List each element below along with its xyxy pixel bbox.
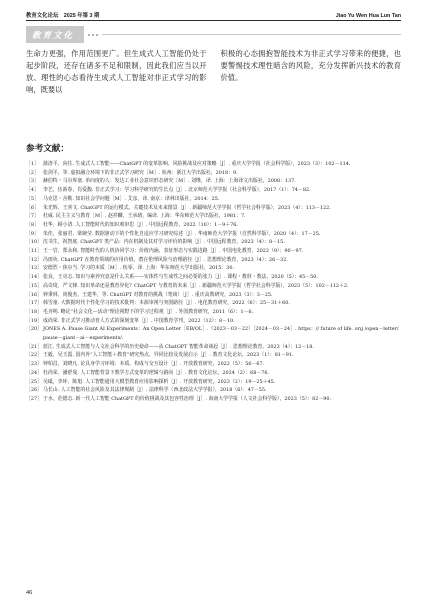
- reference-item: [26, 169, 401, 178]
- reference-number: ［16］: [26, 291, 43, 298]
- running-header: [26, 7, 401, 19]
- reference-item: [26, 256, 401, 265]
- reference-number: ［14］: [26, 274, 43, 281]
- reference-text: 于水，范德志. 新一代人工智能 ChatGPT 的价值挑战及其包容性治理［J］. 海南大学学报（人文社会科学版），2023（5）：82－90.: [43, 395, 332, 402]
- reference-text: 赫伯特・马尔库塞. 单向度的人：发达工业社会意识形态研究［M］. 刘继，译. 上海：上海译文出版社，2008：137.: [43, 178, 296, 185]
- reference-number: ［19］: [26, 317, 43, 324]
- reference-item: [26, 308, 401, 317]
- reference-text: 杜华，顾小清. 人工智能时代的知识观审思［J］. 中国远程教育，2022（10）：1－9＋76.: [43, 221, 238, 228]
- banner-box: [26, 26, 84, 43]
- reference-number: ［2］: [26, 169, 39, 176]
- reference-number: ［26］: [26, 387, 43, 394]
- reference-text: 王毅，吴玉霞. 国内外“人工智能＋教育”研究热点、异同比较及发展启示［J］. 教育文化论坛，2023（1）：81－91.: [43, 352, 294, 359]
- reference-item: [26, 291, 401, 300]
- reference-number: ［4］: [26, 187, 39, 194]
- reference-text: 杜尚荣，潘舒曼. 人工智能背景下教学方式变革的逻辑与路向［J］. 教育文化论坛，2024（2）：68－76.: [43, 369, 270, 376]
- reference-number: ［25］: [26, 378, 43, 385]
- reference-number: ［15］: [26, 282, 43, 289]
- reference-item: [26, 369, 401, 378]
- reference-item: [26, 378, 401, 387]
- reference-number: ［18］: [26, 308, 43, 315]
- reference-number: ［22］: [26, 352, 43, 359]
- reference-number: ［6］: [26, 204, 39, 211]
- reference-text: 朱光辉，王喜文. ChatGPT 的运行模式、关键技术及未来图景［J］. 新疆师范大学学报（哲学社会科学版），2023（4）：113－122.: [43, 204, 331, 211]
- body-columns: [26, 48, 401, 118]
- reference-text: 沈书生，祝智庭. ChatGPT 类产品：内在机制及其对学习评价的影响［J］. 中国远程教育，2023（4）：8－15.: [43, 239, 285, 246]
- reference-item: [26, 230, 401, 239]
- reference-number: ［7］: [26, 213, 39, 220]
- reference-text: 冯雨奂. ChatGPT 在教育领域的应用价值、潜在伦理风险与治理路径［J］. 思想理论教育，2023（4）：26－32.: [43, 256, 288, 263]
- reference-item: [26, 186, 401, 195]
- reference-item: [26, 264, 401, 273]
- reference-item: [26, 395, 401, 404]
- reference-text: 杜威. 民主主义与教育［M］. 赵祥麟，王承绪，编译. 上海：华东师范大学出版社，1981：7.: [43, 213, 246, 220]
- body-column-right: 积极的心态拥抱智能技术为非正式学习带来的便捷，也要警惕技术理性暗含的风险，充分发挥新兴技术的教育价值。: [220, 49, 401, 82]
- reference-item: [26, 343, 401, 352]
- reference-number: ［11］: [26, 248, 43, 255]
- reference-text: 吴砥，李环，陈旭. 人工智能通用大模型教育应用影响探析［J］. 开放教育研究，2023（2）：19－25＋45.: [43, 378, 276, 385]
- reference-number: ［8］: [26, 221, 39, 228]
- banner-dots: [88, 34, 98, 36]
- reference-item: [26, 351, 401, 360]
- reference-number: ［12］: [26, 256, 43, 263]
- reference-text: 成尚荣. 非正式学习推动育人方式的深刻变革［J］. 中国教育学刊，2022（12）：8－10.: [43, 317, 235, 324]
- body-column-left: 生命力更强，作用范围更广。但生成式人工智能仍处于起步阶段，还存在诸多不足和限制，因此我们应当以开放、理性的心态看待生成式人工智能对非正式学习的影响，既要以: [26, 49, 207, 94]
- reference-text: 蓝江. 生成式人工智能与人文社会科学的历史使命——从 ChatGPT 智能革命谈起［J］. 思想理论教育，2023（4）：12－18.: [43, 343, 314, 350]
- reference-item: [26, 160, 401, 169]
- reference-number: ［1］: [26, 161, 39, 167]
- journal-pinyin: Jiao Yu Wen Hua Lun Tan: [335, 13, 401, 19]
- reference-item: [26, 177, 401, 186]
- reference-number: ［13］: [26, 265, 43, 272]
- reference-item: [26, 195, 401, 204]
- reference-item: [26, 325, 401, 342]
- reference-text: 马克思・舍勒. 知识社会学问题［M］. 艾彦，译. 南京：译林出版社，2014：25.: [43, 195, 220, 202]
- reference-item: [26, 282, 401, 291]
- reference-text: 张良，王克志. 知识与素养究竟是什么关系——实体性与生成性之间必要的张力［J］. 课程・教材・教法，2020（5）：45－50.: [43, 274, 318, 281]
- reference-text: 李艺，伍新春，肖爱馥. 非正式学习：学习科学研究的生长点［J］. 北京师范大学学报（社会科学版），2017（1）：74－82.: [43, 187, 311, 194]
- reference-number: ［27］: [26, 395, 43, 402]
- reference-text: JONES A. Pause Giant AI Experiments：An Open Letter［EB/OL］.（2023－03－22）［2024－03－24］. https：// future of life. org /open－letter/pause－giant－ai－experiments/.: [43, 326, 399, 342]
- reference-text: 钟柏昌，刘晓凡. 论具身学习环境：本质、构成与交互设计［J］. 开放教育研究，2022（5）：56－67.: [43, 361, 265, 368]
- reference-text: 高奇琦，严文锋. 知识革命还是教育异化？ChatGPT 与教育的未来［J］. 新疆师范大学学报（哲学社会科学版），2023（5）：102－112＋2.: [43, 282, 349, 289]
- reference-text: 朱佳，张丽君，梁婉莹. 数据驱动下的个性化自适应学习研究综述［J］. 华南师范大学学报（自然科学版），2020（4）：17－25.: [43, 230, 321, 237]
- reference-number: ［10］: [26, 239, 43, 246]
- reference-text: 毛齐明. 略论“社会文化—活动”理论视野下的学习过程观［J］. 外国教育研究，2011（6）：1－6.: [43, 308, 254, 315]
- reference-item: [26, 212, 401, 221]
- reference-number: ［9］: [26, 230, 39, 237]
- reference-number: ［23］: [26, 361, 43, 368]
- reference-item: [26, 317, 401, 326]
- banner-line: [102, 34, 401, 35]
- references-title: 参考文献：: [26, 144, 69, 154]
- reference-text: 安德烈・焦尔当. 学习的本质［M］. 杭零，译. 上海：华东师范大学出版社，2015：30.: [43, 265, 235, 272]
- reference-text: 韩雪童. 大数据时代个性化学习的技术批判：本源审视与突围路径［J］. 电化教育研究，2022（6）：25－31＋60.: [43, 300, 290, 307]
- reference-text: 王一岩，郑永和. 智能时代的人机协同学习：价值内涵、表征形态与实践进路［J］. 中国电化教育，2022（9）：90－97.: [43, 248, 304, 255]
- section-banner: [26, 26, 401, 43]
- references-list: [26, 160, 401, 404]
- reference-text: 钟秉林，尚俊杰，王建华，等. ChatGPT 对教育的挑战（笔谈）［J］. 重庆高教研究，2023（3）：3－25.: [43, 291, 273, 298]
- reference-number: ［24］: [26, 369, 43, 376]
- reference-text: 蒲清平，向往. 生成式人工智能——ChatGPT 的变革影响、风险挑战及应对策略［J］. 重庆大学学报（社会科学版），2023（3）：102－114.: [43, 161, 351, 167]
- page-number: 46: [26, 590, 33, 596]
- reference-number: ［17］: [26, 300, 43, 307]
- reference-item: [26, 221, 401, 230]
- reference-item: [26, 238, 401, 247]
- reference-item: [26, 360, 401, 369]
- reference-text: 马长山. 人工智能的社会风险及其法律规制［J］. 法律科学（西北政法大学学报），2018（6）：47－55.: [43, 387, 267, 394]
- reference-number: ［3］: [26, 178, 39, 185]
- reference-text: 张剑平，等. 虚拟融合环境下的非正式学习研究［M］. 杭州：浙江大学出版社，2018：9.: [43, 169, 238, 176]
- header-rule: [26, 20, 401, 21]
- banner-text: 教育文化: [32, 30, 75, 41]
- reference-item: [26, 299, 401, 308]
- reference-number: ［20］: [26, 326, 43, 333]
- reference-item: [26, 247, 401, 256]
- reference-item: [26, 386, 401, 395]
- journal-issue: 教育文化论坛 2025 年第 3 期: [26, 13, 100, 19]
- reference-item: [26, 204, 401, 213]
- reference-number: ［5］: [26, 195, 39, 202]
- reference-number: ［21］: [26, 343, 43, 350]
- reference-item: [26, 273, 401, 282]
